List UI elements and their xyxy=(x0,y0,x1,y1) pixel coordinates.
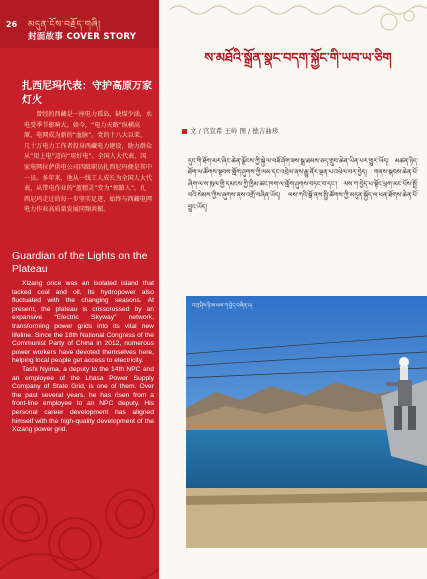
photo-caption: བཀྲ་ཤིས་ཉི་མ་ལས་ཀ་བྱེད་བཞིན་པ། xyxy=(192,303,253,309)
english-title: Guardian of the Lights on the Plateau xyxy=(12,250,148,275)
byline xyxy=(182,126,278,135)
left-column xyxy=(0,0,159,579)
byline-marker xyxy=(182,129,187,134)
article-title-tibetan: ས་མཐོའི་སྒྲོན་སྣང་བདག་སྐྱོང་གི་ཡབ་ཡ་ཅིག xyxy=(204,51,392,66)
chinese-body: 曾经的西藏是一座电力孤岛，缺煤少油，水电受季节影响大。如今，“电力天路”纵横高原，电网成为新的“血脉”。党的十八大以来，几十万电力工作者投身西藏电力建设，助力群众从“用上电”迈向“用好电”。全国人大代表、国家电网拉萨供电公司四级职员扎西尼玛便是其中一员。多年来，他从一线工人成长为全国人大代表，从带电作业的“蓝精灵”变为“领路人”。扎西尼玛走过的每一步坚实足迹，始终与西藏电网电力作业高质量发展同频共振。 xyxy=(24,111,152,214)
chinese-title: 扎西尼玛代表：守护高原万家灯火 xyxy=(22,81,152,106)
byline-text: 文 / 宫宣希 王岭 图 / 德吉曲珍 xyxy=(190,127,279,135)
decorative-pattern xyxy=(0,459,159,579)
english-paragraph: Tashi Nyima, a deputy to the 14th NPC and an employee of the Lhasa Power Supply Company of State Grid, is one of them. Over the past several years, he has risen from a front-line employee to an NPC deputy. His personal career development has aligned himself with the high-quality development of the Xizang power grid. xyxy=(12,365,154,434)
article-body-tibetan: དུང་གི་ཐོག་མར་ཞིང་ཆེན་ལྗོངས་ཀྱི་སྐྱེ་ལ་བཟོ་ཤོག་ཟས་སྒྲ་ཐམས་ཅད་གྲུབ་ཆེན་ཡིན་པར་གྱུར་ཡོད། མཚན་ཉིད་ཐོག་ལ་ཚོགས་སྟབས་གློག་ཤུགས་ཀྱི་ལམ་དང་འབྲེལ་ནས་རྒྱུ་ནོར་ལྡན་པ་འཕེལ་བར་བྱེད། གནས་སྐབས་ཆེན་པོ་ཞིག་ལ་ས་ཁུལ་གྱི་དམངས་ཀྱི་ཁྱིམ་ཚང་ཁག་ལ་གློག་ཤུགས་བཏང་བ་དང་། ལས་ཀ་བྱེད་པ་སྟོང་ཕྲག་མང་པོས་སྤྲོ་བའི་སེམས་ཀྱིས་ཞུགས་ནས་འགྲོ་བཞིན་ཡོད། ལས་ཀའི་སྒོ་ནས་སྤྱི་ཚོགས་ཀྱི་མདུན་སྐྱོད་ལ་ཕན་ཐོགས་ཆེན་པོ་བྱུང་ཡོད། xyxy=(188,157,418,211)
section-title-tibetan: མདུན་ངོས་བརྗོད་གཞི། xyxy=(28,20,101,30)
section-label: 封面故事 COVER STORY xyxy=(28,32,137,42)
top-decoration xyxy=(159,0,427,40)
article-photo xyxy=(186,296,427,548)
english-body xyxy=(12,280,154,435)
page-number: 26 xyxy=(6,20,18,29)
english-paragraph: Xizang once was an isolated island that lacked coal and oil. Its hydropower also fluctuated with the changing seasons. At present, the plateau is crisscrossed by an expansive “Electric Skyway” network, transforming power grids into its vital new lifeline. Since the 18th National Congress of the Communist Party of China in 2012, numerous power workers have devoted themselves here, helping local people get access to electricity. xyxy=(12,280,154,365)
